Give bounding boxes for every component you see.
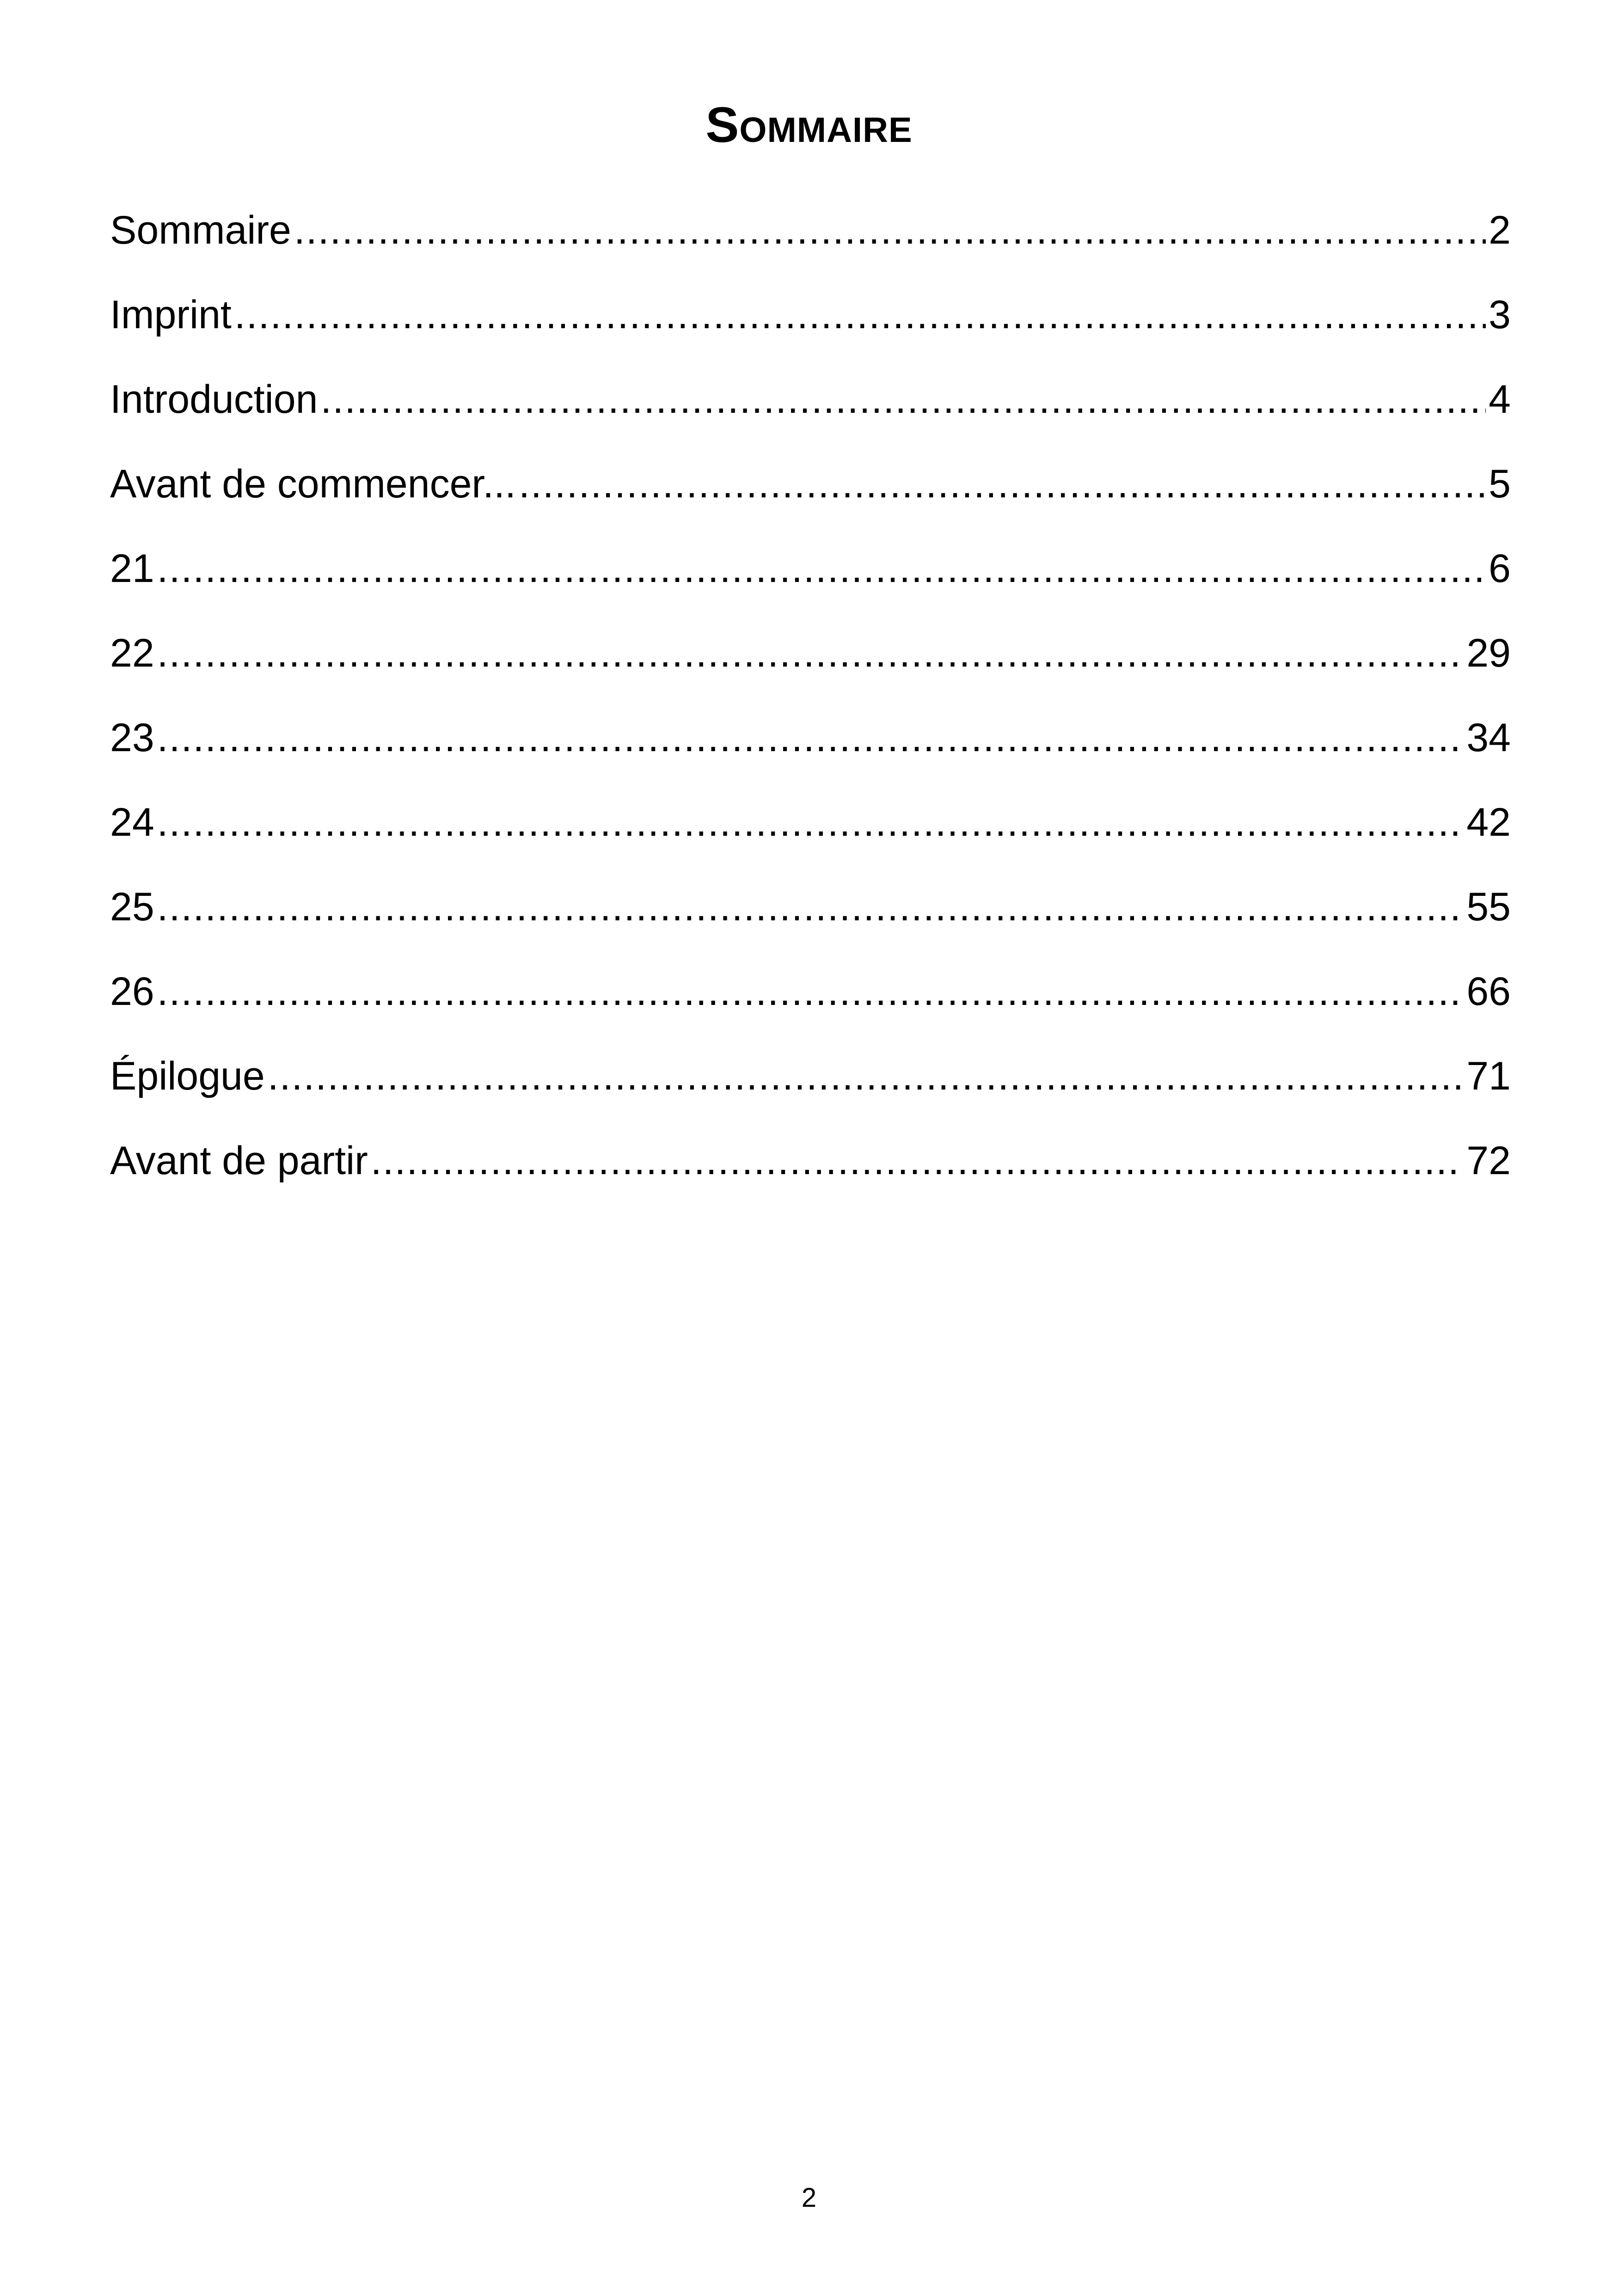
toc-entry-page: 4 [1489, 377, 1511, 422]
toc-entry-21[interactable] [110, 536, 1511, 621]
toc-entry-label: Avant de commencer... [110, 462, 516, 506]
toc-entry-label: Avant de partir [110, 1139, 368, 1183]
toc-entry-label: 24 [110, 800, 154, 845]
toc-entry-sommaire[interactable] [110, 198, 1511, 282]
toc-dot-leader [519, 452, 1486, 516]
toc-dot-leader [234, 282, 1486, 347]
toc-entry-label: Sommaire [110, 208, 291, 252]
toc-entry-label: Épilogue [110, 1054, 265, 1098]
toc-entry-page: 66 [1466, 969, 1511, 1014]
toc-entry-page: 29 [1466, 631, 1511, 675]
toc-dot-leader [157, 875, 1464, 939]
page-title: Sommaire [705, 97, 913, 153]
toc-entry-page: 3 [1489, 293, 1511, 337]
toc-dot-leader [157, 959, 1464, 1024]
toc-entry-page: 55 [1466, 885, 1511, 929]
toc-entry-label: 22 [110, 631, 154, 675]
toc-entry-avant-de-commencer[interactable] [110, 452, 1511, 536]
toc-entry-22[interactable] [110, 621, 1511, 705]
toc-entry-label: Imprint [110, 293, 232, 337]
toc-entry-avant-de-partir[interactable] [110, 1128, 1511, 1213]
toc-entry-page: 72 [1466, 1139, 1511, 1183]
toc-entry-page: 5 [1489, 462, 1511, 506]
toc-dot-leader [294, 198, 1486, 263]
toc-dot-leader [157, 705, 1464, 770]
toc-dot-leader [268, 1044, 1464, 1108]
toc-entry-page: 2 [1489, 208, 1511, 252]
toc-entry-epilogue[interactable] [110, 1044, 1511, 1128]
toc-entry-label: 26 [110, 969, 154, 1014]
toc-entry-introduction[interactable] [110, 367, 1511, 452]
toc-dot-leader [371, 1128, 1464, 1193]
toc-dot-leader [157, 536, 1486, 601]
toc-entry-23[interactable] [110, 705, 1511, 790]
toc-entry-label: 21 [110, 546, 154, 591]
toc-dot-leader [320, 367, 1486, 432]
table-of-contents [110, 198, 1511, 1213]
toc-entry-26[interactable] [110, 959, 1511, 1044]
toc-entry-25[interactable] [110, 875, 1511, 959]
toc-entry-label: 23 [110, 716, 154, 760]
toc-entry-label: 25 [110, 885, 154, 929]
toc-entry-label: Introduction [110, 377, 318, 422]
toc-entry-imprint[interactable] [110, 282, 1511, 367]
page-number: 2 [801, 2183, 817, 2213]
toc-entry-page: 34 [1466, 716, 1511, 760]
toc-dot-leader [157, 790, 1464, 855]
toc-entry-page: 42 [1466, 800, 1511, 845]
toc-dot-leader [157, 621, 1464, 686]
toc-entry-page: 71 [1466, 1054, 1511, 1098]
toc-entry-page: 6 [1489, 546, 1511, 591]
toc-entry-24[interactable] [110, 790, 1511, 875]
